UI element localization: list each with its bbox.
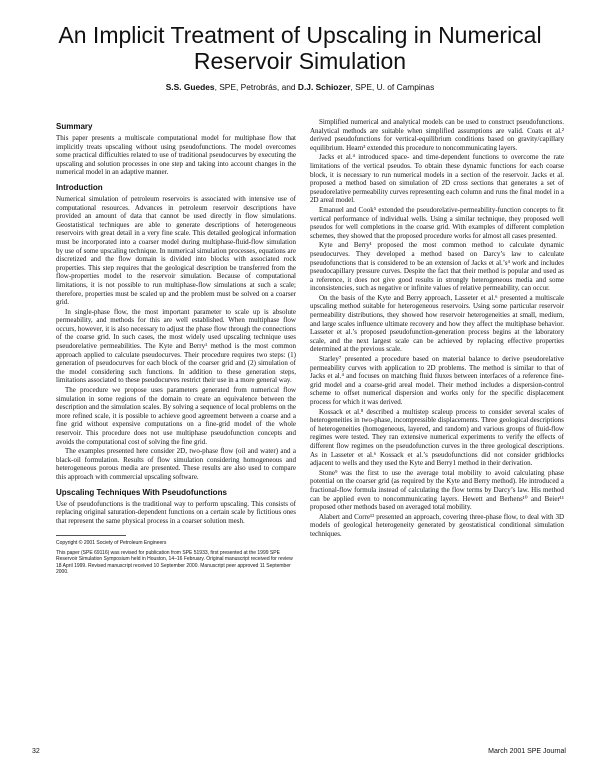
copyright-note: Copyright © 2001 Society of Petroleum Engineers — [56, 540, 167, 547]
right-column — [310, 118, 564, 768]
manuscript-note: This paper (SPE 69116) was revised for publication from SPE 51933, first presented at the 1999 SPE Reservoir Simulation Symposium held in Houston, 14–16 February. Original manuscript received for review 18 April 1999. Revised manuscript received 10 September 2000. Manuscript peer approved 11 September 2000. — [56, 549, 293, 575]
right-paragraph-8: Stone⁹ was the first to use the average total mobility to avoid calculating phase potential on the coarser grid (as required by the Kyte and Berry method). He introduced a fractional-flow formula instead of calculating the flow terms by Darcy’s law. His method can be applied even to noncommunicating layers. Hewett and Berhens¹⁰ and Beier¹¹ proposed other methods based on averaged total mobility. — [310, 468, 564, 512]
author-1: S.S. Guedes — [165, 82, 215, 92]
right-paragraph-6: Starley⁷ presented a procedure based on material balance to derive pseudorelative permeability curves with application to 2D problems. The method is similar to that of Jacks et al.⁴ and focuses on matching fluid fluxes between interfaces of a reference fine-grid model and a coarse-grid areal model. Their method includes a dispersion-control scheme to offset numerical dispersion and works only for the specific displacement process for which it was derived. — [310, 355, 564, 406]
right-paragraph-5: On the basis of the Kyte and Berry approach, Lasseter et al.⁶ presented a multiscale upscaling method suitable for heterogeneous reservoirs. Using some particular reservoir permeability distributions, they showed how reservoir heterogeneities at small, medium, and large scales influence ultimate recovery and how they affect the multiphase behavior. Lasseter et al.’s proposed pseudofunction-generation process begins at the laboratory scale, and the next largest scale can be achieved by replacing effective properties determined at the previous scale. — [310, 293, 564, 354]
affiliation-2: , SPE, U. of Campinas — [350, 82, 435, 92]
right-paragraph-4: Kyte and Berry¹ proposed the most common method to calculate dynamic pseudocurves. They developed a method based on Darcy’s law to calculate pseudofunctions that is considered to be an extension of Jacks et al.’s⁴ work and includes pseudocapillary pressure curves. Despite the fact that their method is popular and used as a reference, it does not give good results in strongly heterogeneous media and some inconsistencies, such as negative or infinite values of relative permeability, can occur. — [310, 241, 564, 293]
introduction-heading: Introduction — [56, 182, 103, 192]
intro-paragraph-3: The procedure we propose uses parameters generated from numerical flow simulation in some regions of the domain to create an equivalence between the description and the simulation scales. By solving a sequence of local problems on the more refined scale, it is possible to achieve good agreement between a coarse and a fine grid without expensive computations on a fine-grid model of the whole reservoir. This procedure does not use multiphase pseudofunction concepts and avoids the computational cost of solving the fine grid. — [56, 386, 296, 446]
pseudofunctions-heading: Upscaling Techniques With Pseudofunctions — [56, 487, 227, 497]
author-line — [40, 82, 560, 93]
page-number: 32 — [32, 748, 40, 755]
intro-paragraph-1: Numerical simulation of petroleum reservoirs is associated with intensive use of computational resources. Advances in petroleum reservoir descriptions have provided an amount of data that cannot be used directly in flow simulations. Geostatistical techniques are able to generate descriptions of heterogeneous reservoirs with great detail in a very fine scale. This detailed geological information must be incorporated into a coarser model during multiphase-fluid-flow simulation by use of some upscaling technique. In numerical simulation processes, equations are discretized and the flow domain is divided into blocks with associated rock properties. This step requires that the geological description be transferred from the flow-properties model to the reservoir simulation. Because of computational limitations, it is not possible to run multiphase-flow simulations at such a scale; therefore, properties must be scaled up and the problem must be solved on a coarser grid. — [56, 194, 296, 307]
right-paragraph-7: Kossack et al.⁸ described a multistep scaleup process to consider several scales of heterogeneities in two-phase, incompressible displacements. Three geological descriptions of heterogeneities (homogeneous, layered, and random) and various groups of fluid-flow regimes were tested. They ran extensive numerical experiments to verify the effects of different flow regimes on the pseudofunction curves in the three geological descriptions. As in Lasseter et al.⁶ Kossack et al.’s pseudofunctions did not consider gridblocks adjacent to wells and they used the Kyte and Berry1 method in their derivation. — [310, 407, 564, 468]
summary-paragraph: This paper presents a multiscale computational model for multiphase flow that implicitly treats upscaling without using pseudofunctions. The model overcomes some practical difficulties related to use of traditional pseudocurves by executing the upscaling and solution processes in one step and taking into account changes in the numerical model in an adaptive manner. — [56, 134, 296, 177]
right-paragraph-9: Alabert and Corre¹² presented an approach, covering three-phase flow, to deal with 3D models of geological heterogeneity generated by geostatistical conditional simulation techniques. — [310, 512, 564, 538]
summary-heading: Summary — [56, 122, 93, 131]
paper-title: An Implicit Treatment of Upscaling in Numerical Reservoir Simulation — [58, 22, 542, 74]
pseudofunctions-paragraph: Use of pseudofunctions is the traditional way to perform upscaling. This consists of replacing original saturation-dependent functions on a certain scale by fictitious ones that represent the same physical process in a coarser solution mesh. — [56, 499, 296, 525]
right-paragraph-2: Jacks et al.⁴ introduced space- and time-dependent functions to overcome the rate limitations of the vertical pseudos. To obtain these dynamic functions for each coarse block, it is necessary to run numerical models in a section of the reservoir. Jacks et al. proposed a method based on simulation of 2D cross sections that generates a set of pseudorelative permeability curves representing each column and runs the final model in a 2D areal model. — [310, 153, 564, 205]
right-paragraph-1: Simplified numerical and analytical models can be used to construct pseudofunctions. Analytical methods are suitable when simplified assumptions are valid. Coats et al.² derived pseudofunctions for vertical-equilibrium conditions based on gravity/capillary equilibrium. Hearn³ extended this procedure to noncommunicating layers. — [310, 118, 564, 152]
author-2: D.J. Schiozer — [297, 82, 351, 92]
left-column — [56, 118, 296, 768]
intro-paragraph-2: In single-phase flow, the most important parameter to scale up is absolute permeability, and methods for this are well established. When multiphase flow occurs, however, it is also necessary to adjust the phase flow through the connections of the coarse grid. In such cases, the most widely used upscaling technique uses pseudorelative permeabilities. The Kyte and Berry¹ method is the most common approach applied to calculate pseudocurves. Their procedure requires two steps: (1) generation of pseudocurves for each block of the coarser grid and (2) simulation of the model considering such functions. In addition to these generation steps, limitations associated to these pseudocurves restrict their use in a more general way. — [56, 307, 296, 385]
footnote-rule — [56, 535, 126, 536]
journal-footer: March 2001 SPE Journal — [488, 748, 566, 755]
affiliation-1: , SPE, Petrobrás, and — [214, 82, 298, 92]
intro-paragraph-4: The examples presented here consider 2D, two-phase flow (oil and water) and a black-oil formulation. Results of flow simulation considering homogeneous and heterogeneous porous media are presented. These results are also used to compare this approach with commercial upscaling software. — [56, 447, 296, 481]
right-paragraph-3: Emanuel and Cook⁵ extended the pseudorelative-permeability-function concepts to fit vertical performance of individual wells. Using a similar technique, they proposed well pseudos for well completions in the coarse grid. With examples of different completion schemes, they showed that the proposed procedure works for almost all cases presented. — [310, 205, 564, 240]
